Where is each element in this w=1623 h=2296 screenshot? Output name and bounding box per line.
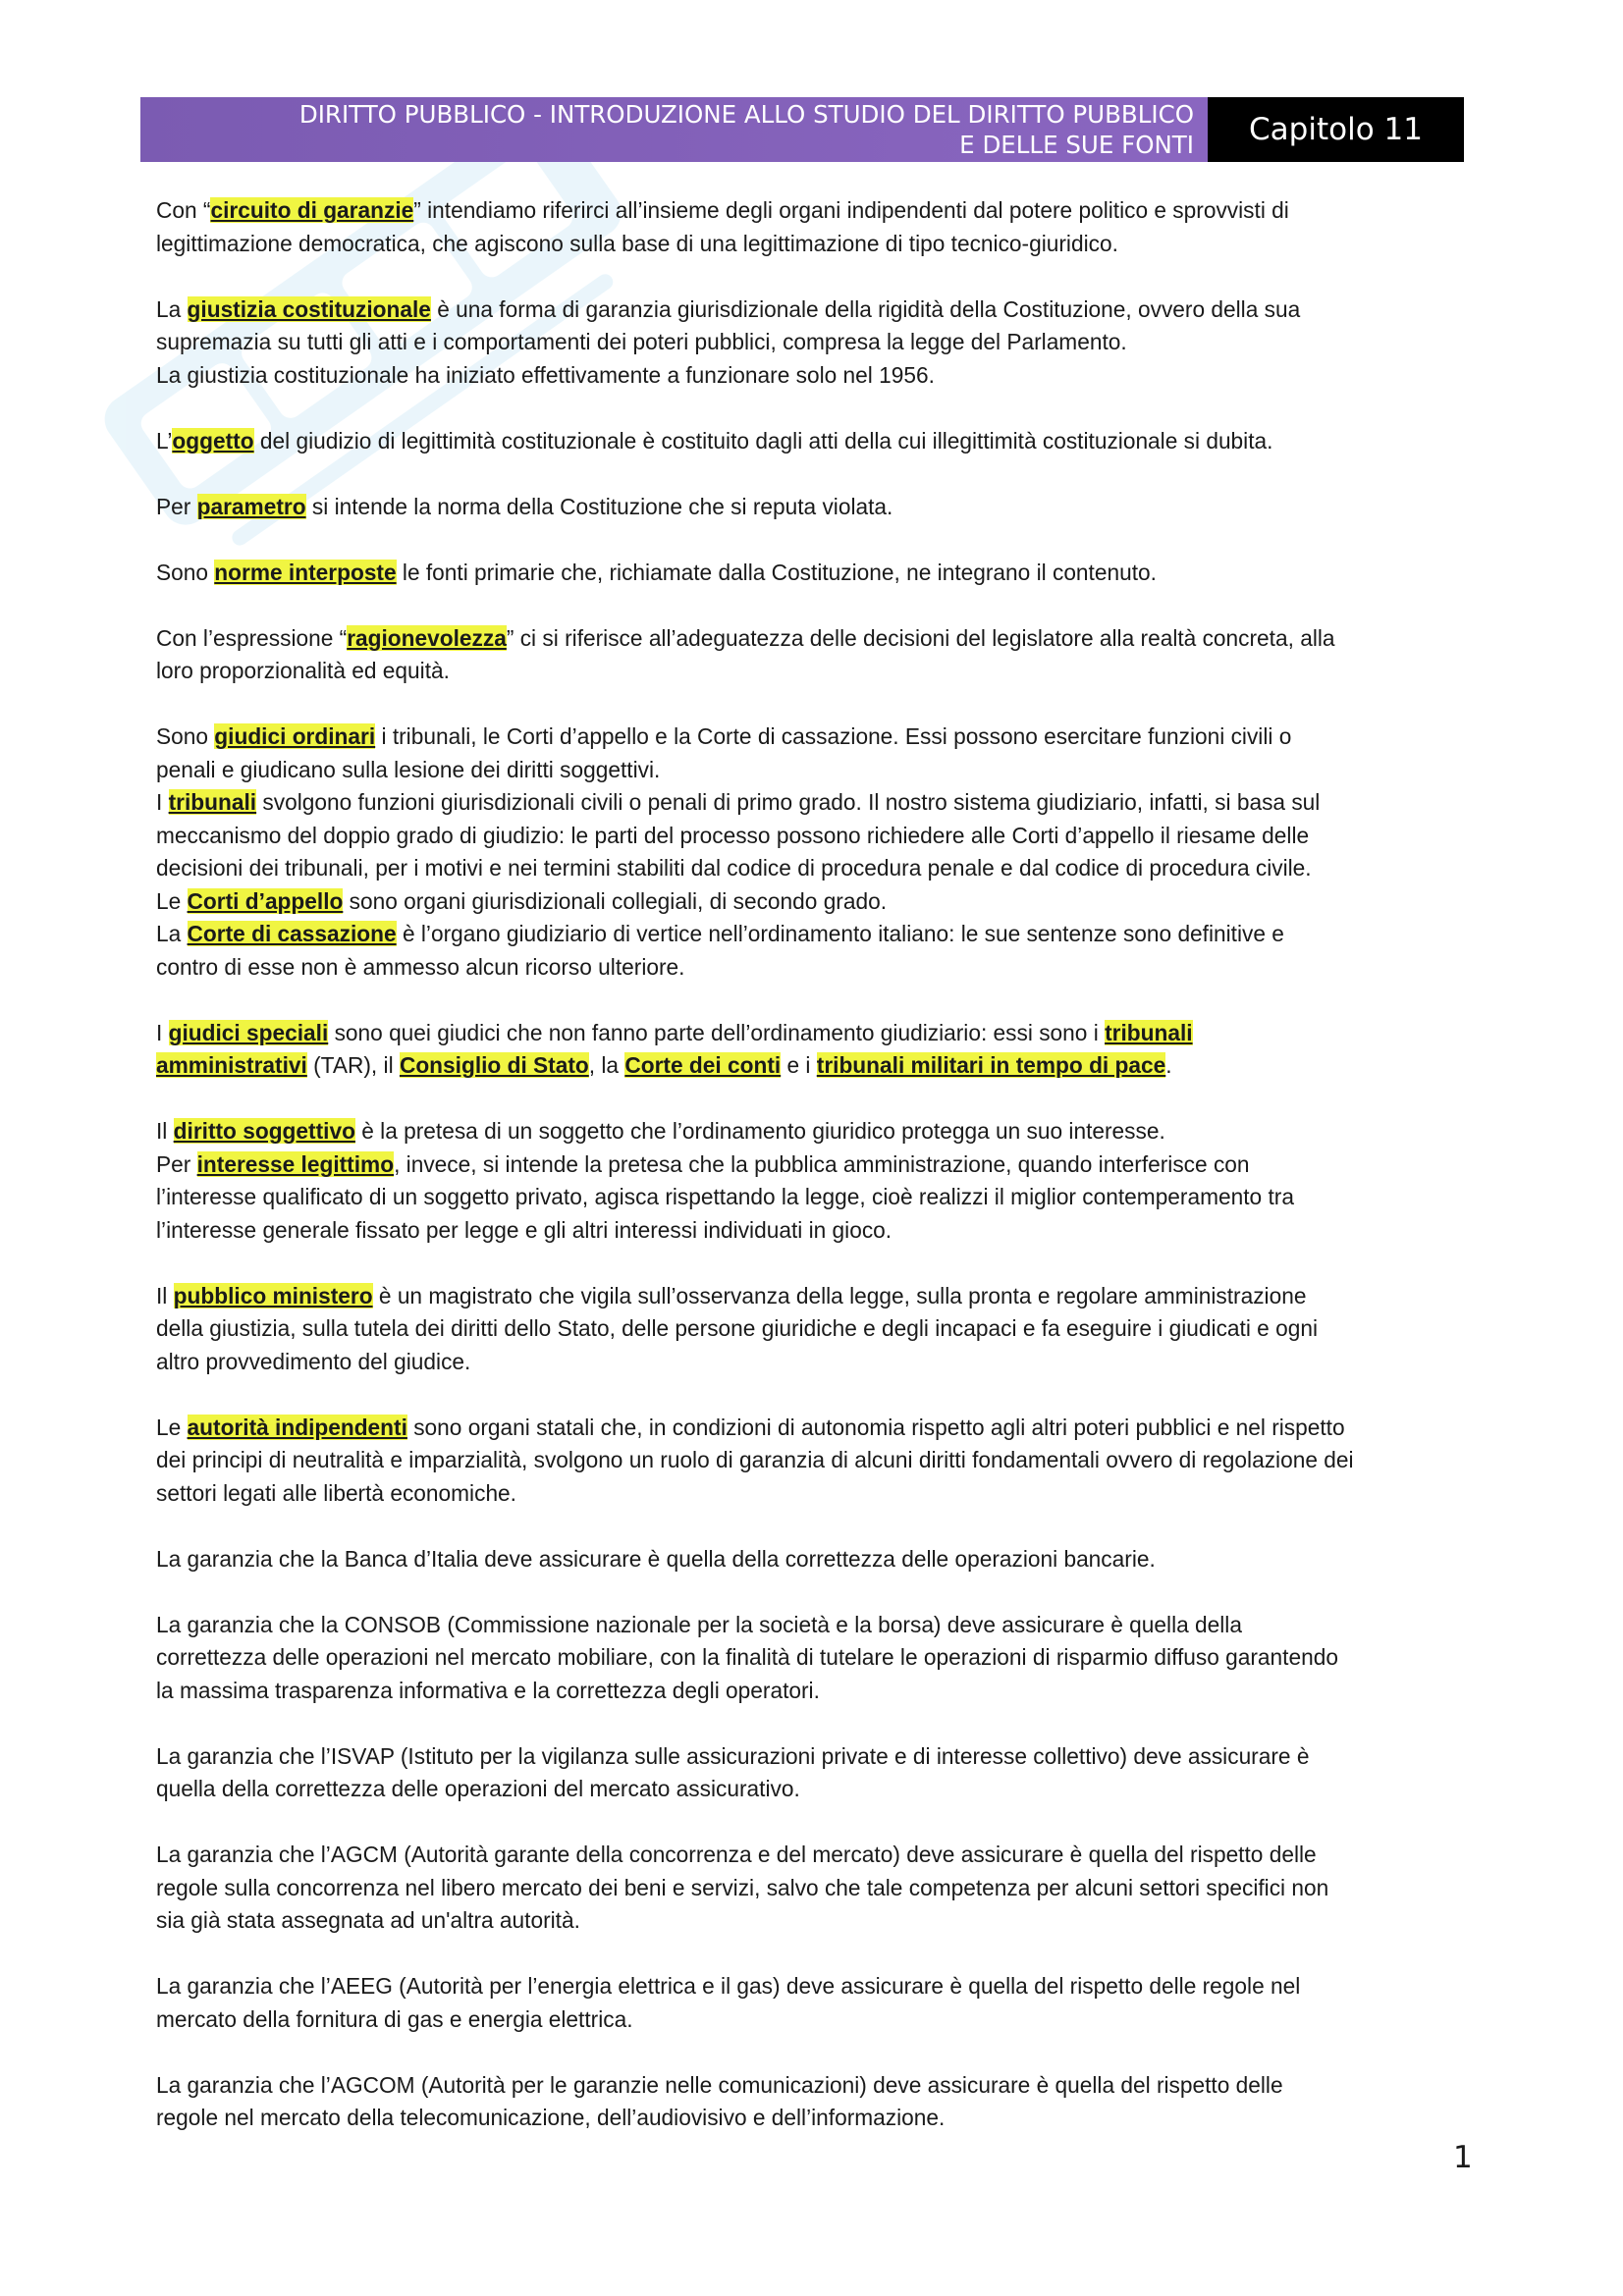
text-run: Sono [156,723,215,749]
text-run: correttezza delle operazioni nel mercato mobiliare, con la finalità di tutelare le operazioni di risparmio diffuso garantendo [156,1644,1338,1670]
text-run: ” ci si riferisce all’adeguatezza delle decisioni del legislatore alla realtà concreta, alla [506,624,1335,651]
paragraph [156,721,1477,984]
text-line [156,1412,1477,1445]
document-title: DIRITTO PUBBLICO - INTRODUZIONE ALLO STUDIO DEL DIRITTO PUBBLICO E DELLE SUE FONTI [298,100,1194,159]
highlighted-term: norme interposte [214,559,397,585]
highlighted-term: giustizia costituzionale [187,295,431,322]
text-run: (TAR), il [306,1052,400,1078]
text-line [156,918,1477,951]
text-line [156,1872,1477,1905]
paragraph [156,425,1477,458]
text-run: contro di esse non è ammesso alcun ricorso ulteriore. [156,953,685,980]
text-run: è un magistrato che vigila sull’osservanza della legge, sulla pronta e regolare amministrazione [372,1282,1307,1308]
highlighted-term: amministrativi [156,1052,307,1078]
text-run: Il [156,1118,174,1144]
paragraph [156,1017,1477,1083]
text-line [156,294,1477,327]
text-run: mercato della fornitura di gas e energia elettrica. [156,2005,633,2032]
text-line [156,2069,1477,2103]
text-run: si intende la norma della Costituzione che si reputa violata. [305,493,893,519]
text-line [156,1280,1477,1313]
text-run: è l’organo giudiziario di vertice nell’ordinamento italiano: le sue sentenze sono definitive e [396,921,1284,946]
paragraph [156,194,1477,260]
paragraph [156,491,1477,524]
text-run: Sono [156,559,215,585]
text-line [156,1641,1477,1675]
text-run: La garanzia che l’AEEG (Autorità per l’energia elettrica e il gas) deve assicurare è quella del rispetto delle regole nel [156,1973,1301,1999]
text-run: Le [156,887,188,914]
highlighted-term: pubblico ministero [173,1282,373,1308]
text-line [156,852,1477,885]
paragraph [156,1970,1477,2036]
document-body [156,194,1477,2167]
paragraph [156,294,1477,393]
paragraph [156,622,1477,688]
highlighted-term: Corti d’appello [187,887,344,914]
text-line [156,1049,1477,1083]
text-line [156,951,1477,985]
text-run: quella della correttezza delle operazioni del mercato assicurativo. [156,1776,800,1801]
text-run: , la [588,1052,625,1078]
text-run: La garanzia che l’AGCM (Autorità garante della concorrenza e del mercato) deve assicurare è quella del rispetto delle [156,1842,1317,1867]
text-run: ” intendiamo riferirci all’insieme degli organi indipendenti dal potere politico e sprovvisti di [413,197,1289,223]
text-line [156,885,1477,919]
highlighted-term: tribunali militari in tempo di pace [816,1052,1166,1078]
text-line [156,425,1477,458]
text-line [156,786,1477,820]
text-run: meccanismo del doppio grado di giudizio: le parti del processo possono richiedere alle Corti d’appello il riesame delle [156,822,1310,848]
text-run: penali e giudicano sulla lesione dei diritti soggettivi. [156,756,661,782]
text-run: supremazia su tutti gli atti e i comportamenti dei poteri pubblici, compresa la legge del Parlamento. [156,329,1127,354]
text-line [156,326,1477,359]
text-line [156,2003,1477,2037]
text-run: i tribunali, le Corti d’appello e la Corte di cassazione. Essi possono esercitare funzioni civili o [375,723,1292,749]
text-run: La garanzia che l’AGCOM (Autorità per le garanzie nelle comunicazioni) deve assicurare è quella del rispetto delle [156,2071,1283,2098]
text-line [156,721,1477,754]
highlighted-term: Consiglio di Stato [399,1052,589,1078]
highlighted-term: giudici ordinari [214,723,376,749]
text-run: e i [781,1052,817,1078]
text-line [156,1148,1477,1182]
text-run: I [156,1019,169,1045]
text-run: l’interesse qualificato di un soggetto privato, agisca rispettando la legge, cioè realizzi il miglior contemperamento tra [156,1184,1294,1209]
highlighted-term: autorità indipendenti [187,1414,407,1440]
text-run: della giustizia, sulla tutela dei diritti dello Stato, delle persone giuridiche e degli incapaci e fa eseguire i giudicati e ogni [156,1315,1318,1341]
text-line [156,1904,1477,1938]
paragraph [156,557,1477,590]
text-line [156,622,1477,656]
text-line [156,1181,1477,1214]
text-line [156,2102,1477,2135]
text-run: Per [156,493,197,519]
text-run: settori legati alle libertà economiche. [156,1479,516,1506]
paragraph [156,1280,1477,1379]
highlighted-term: Corte dei conti [624,1052,782,1078]
text-line [156,1773,1477,1806]
highlighted-term: tribunali [168,789,257,815]
text-run: La garanzia che la CONSOB (Commissione nazionale per la società e la borsa) deve assicurare è quella della [156,1611,1242,1637]
text-line [156,359,1477,393]
highlighted-term: tribunali [1105,1019,1193,1045]
text-line [156,1543,1477,1576]
text-run: è una forma di garanzia giurisdizionale della rigidità della Costituzione, ovvero della sua [430,295,1301,322]
chapter-label-box [1208,97,1464,162]
highlighted-term: giudici speciali [168,1019,329,1045]
text-line [156,557,1477,590]
text-run: regole nel mercato della telecomunicazione, dell’audiovisivo e dell’informazione. [156,2105,946,2130]
text-line [156,228,1477,261]
text-run: del giudizio di legittimità costituzionale è costituito dagli atti della cui illegittimità costituzionale si dubita. [253,427,1273,454]
paragraph [156,1839,1477,1938]
text-run: sono quei giudici che non fanno parte dell’ordinamento giudiziario: essi sono i [328,1019,1106,1045]
paragraph [156,1740,1477,1806]
text-run: La [156,921,188,946]
text-run: Le [156,1414,188,1440]
text-run: legittimazione democratica, che agiscono sulla base di una legittimazione di tipo tecnico-giuridico. [156,230,1118,256]
text-run: . [1165,1052,1172,1078]
paragraph [156,1609,1477,1708]
text-line [156,820,1477,853]
text-run: Per [156,1150,197,1177]
text-run: sono organi statali che, in condizioni di autonomia rispetto agli altri poteri pubblici e nel rispetto [406,1414,1345,1440]
paragraph [156,1412,1477,1511]
text-run: La garanzia che la Banca d’Italia deve assicurare è quella della correttezza delle operazioni bancarie. [156,1545,1156,1572]
text-line [156,194,1477,228]
text-line [156,491,1477,524]
text-run: la massima trasparenza informativa e la correttezza degli operatori. [156,1677,820,1703]
text-run: le fonti primarie che, richiamate dalla Costituzione, ne integrano il contenuto. [396,559,1157,585]
text-run: L’ [156,427,173,454]
text-run: altro provvedimento del giudice. [156,1348,471,1374]
text-line [156,1214,1477,1248]
paragraph [156,1543,1477,1576]
text-run: l’interesse generale fissato per legge e gli altri interessi individuati in gioco. [156,1216,893,1243]
text-line [156,1444,1477,1477]
text-run: regole sulla concorrenza nel libero mercato dei beni e servizi, salvo che tale competenza per alcuni settori specifici non [156,1874,1329,1900]
text-run: Il [156,1282,174,1308]
text-line [156,1609,1477,1642]
highlighted-term: circuito di garanzie [210,197,414,223]
text-line [156,1477,1477,1511]
text-line [156,754,1477,787]
paragraph [156,2069,1477,2135]
header-title-band [140,97,1208,162]
text-run: dei principi di neutralità e imparzialità, svolgono un ruolo di garanzia di alcuni diritti fondamentali ovvero di regolazione dei [156,1447,1354,1472]
text-run: I [156,789,169,815]
text-line [156,1115,1477,1148]
chapter-label: Capitolo 11 [1249,112,1423,147]
highlighted-term: interesse legittimo [196,1150,395,1177]
text-line [156,1312,1477,1346]
text-line [156,655,1477,688]
text-run: , invece, si intende la pretesa che la pubblica amministrazione, quando interferisce con [394,1150,1250,1177]
text-line [156,1970,1477,2003]
page-number: 1 [1453,2140,1473,2175]
highlighted-term: oggetto [172,427,254,454]
text-run: sono organi giurisdizionali collegiali, di secondo grado. [343,887,888,914]
highlighted-term: parametro [196,493,306,519]
text-run: svolgono funzioni giurisdizionali civili o penali di primo grado. Il nostro sistema giudiziario, infatti, si basa sul [256,789,1321,815]
text-run: è la pretesa di un soggetto che l’ordinamento giuridico protegga un suo interesse. [354,1118,1165,1144]
text-line [156,1346,1477,1379]
highlighted-term: diritto soggettivo [173,1118,355,1144]
highlighted-term: ragionevolezza [347,624,507,651]
text-run: Con l’espressione “ [156,624,348,651]
paragraph [156,1115,1477,1247]
text-run: La [156,295,188,322]
text-run: Con “ [156,197,211,223]
text-line [156,1839,1477,1872]
text-run: sia già stata assegnata ad un'altra autorità. [156,1907,580,1933]
highlighted-term: Corte di cassazione [187,921,397,946]
text-run: La garanzia che l’ISVAP (Istituto per la vigilanza sulle assicurazioni private e di interesse collettivo) deve assicurare è [156,1742,1310,1769]
text-run: loro proporzionalità ed equità. [156,658,450,683]
text-run: decisioni dei tribunali, per i motivi e nei termini stabiliti dal codice di procedura penale e dal codice di procedura civile. [156,855,1312,881]
text-line [156,1675,1477,1708]
text-line [156,1017,1477,1050]
text-run: La giustizia costituzionale ha iniziato effettivamente a funzionare solo nel 1956. [156,361,935,388]
text-line [156,1740,1477,1774]
